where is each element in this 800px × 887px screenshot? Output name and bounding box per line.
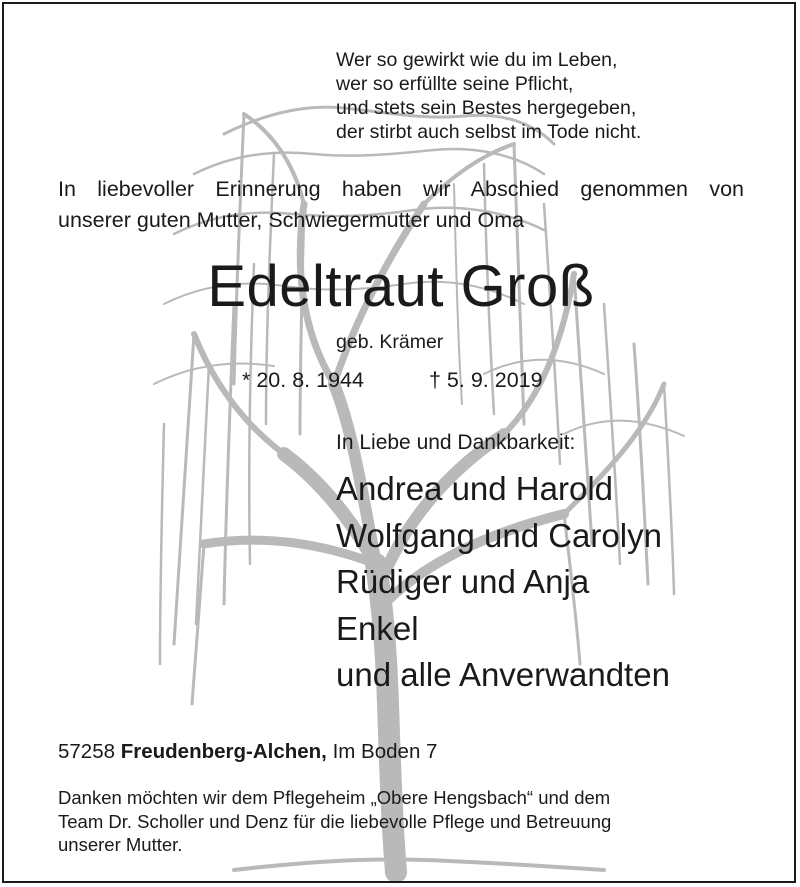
mourners-list — [336, 466, 670, 699]
intro-line: In liebevoller Erinnerung haben wir Abschied genommen von — [58, 177, 744, 201]
mourner-name: Rüdiger und Anja — [336, 563, 590, 600]
maiden-name: geb. Krämer — [336, 331, 444, 353]
mourner-name: Wolfgang und Carolyn — [336, 516, 662, 554]
poem-line: der stirbt auch selbst im Tode nicht. — [336, 121, 642, 143]
mourners-heading: In Liebe und Dankbarkeit: — [336, 431, 576, 454]
memorial-poem — [336, 48, 641, 144]
birth-date: * 20. 8. 1944 — [242, 368, 364, 392]
mourner-name: und alle Anverwandten — [336, 656, 670, 693]
address — [58, 740, 437, 764]
obituary-notice — [2, 2, 796, 883]
postcode: 57258 — [58, 740, 116, 763]
acknowledgement-line: Danken möchten wir dem Pflegeheim „Obere Hengsbach“ und dem — [58, 787, 611, 808]
intro-line: unserer guten Mutter, Schwiegermutter und Oma — [58, 208, 525, 232]
acknowledgement — [58, 786, 758, 857]
announcement-intro — [58, 174, 744, 236]
poem-line: Wer so gewirkt wie du im Leben, — [336, 49, 618, 71]
death-date: † 5. 9. 2019 — [429, 368, 543, 392]
acknowledgement-line: unserer Mutter. — [58, 834, 183, 855]
acknowledgement-line: Team Dr. Scholler und Denz für die liebevolle Pflege und Betreuung — [58, 810, 612, 832]
place: Freudenberg-Alchen, — [120, 740, 327, 763]
deceased-name: Edeltraut Groß — [207, 254, 595, 319]
poem-line: und stets sein Bestes hergegeben, — [336, 97, 637, 119]
mourner-name: Enkel — [336, 609, 419, 647]
street: Im Boden 7 — [332, 740, 438, 763]
mourner-name: Andrea und Harold — [336, 470, 614, 507]
poem-line: wer so erfüllte seine Pflicht, — [336, 73, 574, 95]
